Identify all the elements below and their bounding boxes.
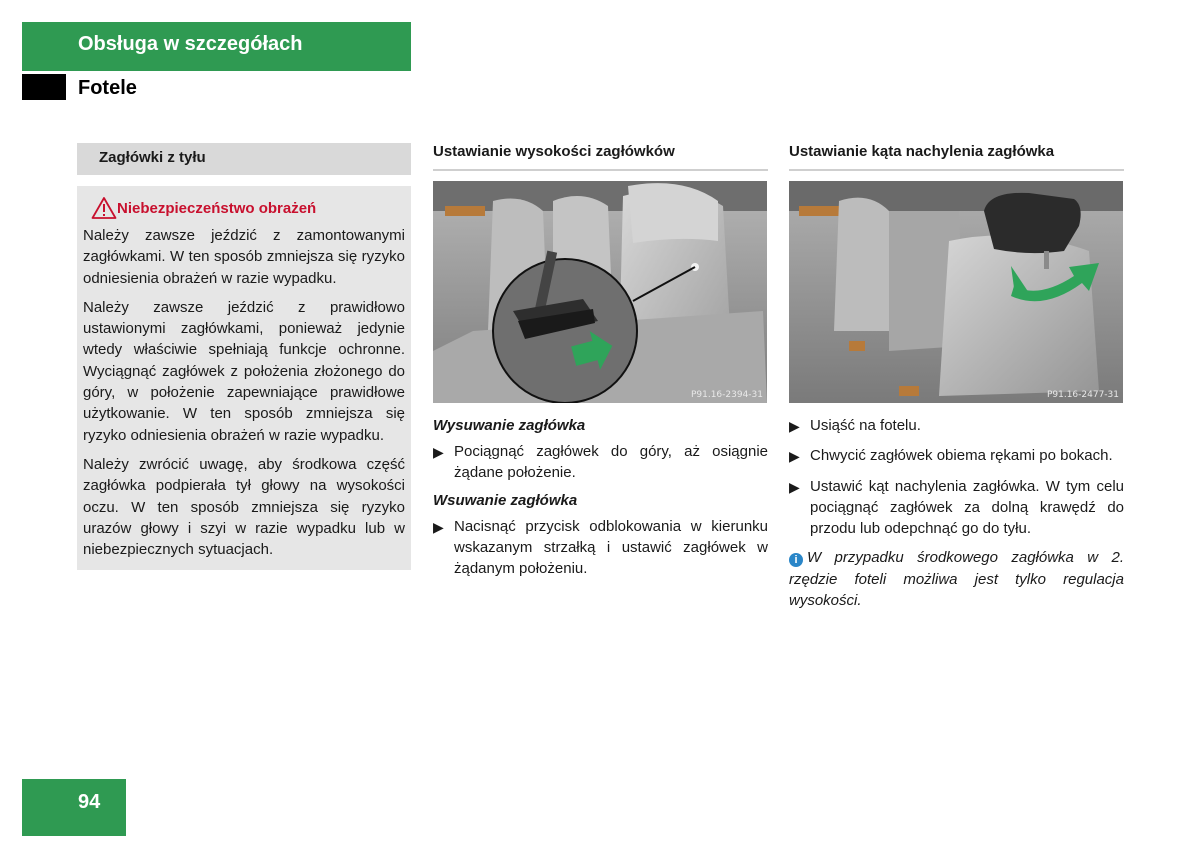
figure-code: P91.16-2477-31 (1046, 390, 1119, 400)
step-text: Usiąść na fotelu. (810, 417, 921, 434)
step-item (789, 476, 1124, 540)
warning-triangle-icon (91, 196, 117, 220)
step-item (433, 516, 768, 580)
step-text: Nacisnąć przycisk odblokowania w kierunku wskazanym strzałką i ustawić zagłówek w żądanym położeniu. (454, 517, 768, 578)
step-item (433, 441, 768, 484)
height-adjust-heading: Ustawianie wysokości zagłówków (433, 143, 768, 171)
section-marker (22, 74, 66, 100)
retract-subheading: Wsuwanie zagłówka (433, 491, 578, 509)
extend-subheading: Wysuwanie zagłówka (433, 417, 586, 434)
step-text: Chwycić zagłówek obiema rękami po bokach. (810, 447, 1113, 465)
middle-column (433, 143, 768, 587)
seat-illustration-height (433, 181, 767, 403)
triangle-bullet-icon: ▶ (789, 478, 800, 495)
triangle-bullet-icon: ▶ (789, 418, 800, 434)
left-column (77, 143, 411, 570)
page-number: 94 (22, 779, 126, 836)
figure-code: P91.16-2394-31 (690, 390, 763, 400)
chapter-header: Obsługa w szczegółach (22, 22, 411, 71)
headrest-angle-illustration (789, 181, 1123, 403)
info-note-text: W przypadku środkowego zagłówka w 2. rzędzie foteli możliwa jest tylko regulacja wysokości. (789, 549, 1124, 610)
triangle-bullet-icon: ▶ (433, 444, 444, 460)
angle-adjust-heading: Ustawianie kąta nachylenia zagłówka (789, 143, 1124, 171)
step-item (789, 415, 1124, 437)
warning-title: Niebezpieczeństwo obrażeń (117, 199, 317, 217)
section-title: Fotele (78, 77, 137, 99)
subheading-box (77, 143, 411, 175)
warning-box (77, 186, 411, 570)
right-column (789, 143, 1124, 611)
headrest-height-illustration (433, 181, 767, 403)
warning-paragraph: Należy zawsze jeździć z prawidłowo ustawionymi zagłówkami, ponieważ jedynie wtedy właściwie spełniają funkcje ochronne. Wyciągnąć zagłówek z położenia złożonego do góry, w położenie zapewniające prawidłowe użytkowanie. W ten sposób zmniejsza się ryzyko odniesienia obrażeń w razie wypadku. (83, 298, 405, 444)
warning-paragraph: Należy zwrócić uwagę, aby środkowa część zagłówka podpierała tył głowy na wysokości oczu. W ten sposób zmniejsza się ryzyko urazów głowy i szyi w razie wypadku lub w niebezpiecznych sytuacjach. (83, 455, 405, 559)
triangle-bullet-icon: ▶ (789, 448, 800, 465)
step-text: Ustawić kąt nachylenia zagłówka. W tym celu pociągnąć zagłówek za dolną krawędź do przodu lub odepchnąć go do tyłu. (810, 477, 1124, 538)
info-icon: i (789, 553, 803, 567)
info-note (789, 547, 1124, 611)
step-item (789, 445, 1124, 467)
seat-illustration-angle (789, 181, 1123, 403)
step-text: Pociągnąć zagłówek do góry, aż osiągnie żądane położenie. (454, 443, 768, 482)
warning-paragraph: Należy zawsze jeździć z zamontowanymi zagłówkami. W ten sposób zmniejsza się ryzyko odniesienia obrażeń w razie wypadku. (83, 227, 405, 287)
subheading: Zagłówki z tyłu (99, 149, 206, 166)
warning-title-row (83, 196, 405, 220)
triangle-bullet-icon: ▶ (433, 518, 444, 535)
steps-list (789, 415, 1124, 539)
